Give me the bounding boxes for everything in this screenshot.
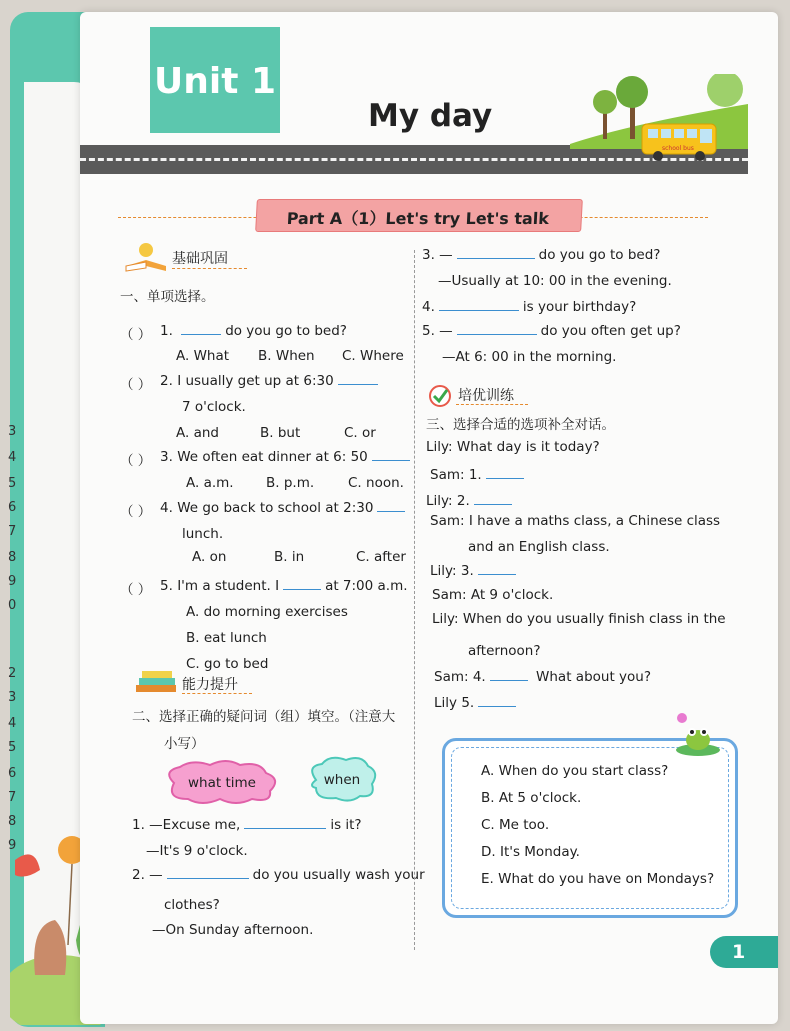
answer-blank[interactable] <box>439 299 519 311</box>
word-cloud-what-time <box>162 759 282 805</box>
answer-blank[interactable] <box>338 373 378 385</box>
option-c: C. noon. <box>348 475 404 491</box>
q2-text: 1. —Excuse me, <box>132 817 241 833</box>
margin-number: 9 <box>8 838 17 853</box>
speaker-name: Lily <box>434 695 458 711</box>
margin-number: 6 <box>8 500 17 515</box>
question-paren: （ ） <box>120 582 152 598</box>
question-text: I'm a student. I <box>177 578 280 594</box>
unit-badge <box>150 27 280 133</box>
q2-answer-3: —Usually at 10: 00 in the evening. <box>438 273 672 289</box>
school-bus-icon <box>640 120 720 162</box>
q2-answer-1: —It's 9 o'clock. <box>146 843 248 859</box>
q1-question-5 <box>160 578 408 594</box>
column-divider <box>414 250 415 950</box>
speaker-name: Sam: <box>434 669 469 685</box>
cloud-when-text: when <box>323 772 361 788</box>
q1-question-2 <box>160 373 382 389</box>
frog-lilypad-icon <box>672 712 722 757</box>
speaker-name: Sam: <box>432 587 467 603</box>
margin-number: 7 <box>8 790 17 805</box>
question-paren: （ ） <box>120 327 152 343</box>
q2-text: do you usually wash your <box>252 867 425 883</box>
question-text: We go back to school at 2:30 <box>177 500 374 516</box>
section-ability-underline <box>182 693 252 694</box>
section-excel-label: 培优训练 <box>458 388 514 404</box>
dialog-text: I have a maths class, a Chinese class <box>468 513 721 529</box>
page-number: 1 <box>732 941 746 963</box>
option-a: A. do morning exercises <box>186 604 348 620</box>
option-a: A. and <box>176 425 219 441</box>
margin-number: 5 <box>8 740 17 755</box>
answer-option-d: D. It's Monday. <box>481 844 580 860</box>
question-text: at 7:00 a.m. <box>325 578 408 594</box>
margin-number: 9 <box>8 574 17 589</box>
option-c: C. Where <box>342 348 404 364</box>
answer-blank[interactable] <box>167 867 249 879</box>
dialog-line-9 <box>434 695 520 711</box>
unit-label: Unit 1 <box>154 61 276 102</box>
answer-blank[interactable] <box>457 247 535 259</box>
question-text: do you go to bed? <box>225 323 347 339</box>
question-paren: （ ） <box>120 377 152 393</box>
speaker-name: Lily: <box>426 493 453 509</box>
speaker-name: Lily: <box>426 439 453 455</box>
question-number: 3. <box>160 449 173 465</box>
q2-answer-5: —At 6: 00 in the morning. <box>442 349 617 365</box>
answer-blank[interactable] <box>244 817 326 829</box>
answer-blank[interactable] <box>486 467 524 479</box>
margin-number: 7 <box>8 524 17 539</box>
dialog-line-4 <box>430 513 720 529</box>
margin-number: 4 <box>8 450 17 465</box>
answer-blank[interactable] <box>377 500 405 512</box>
dialog-text: At 9 o'clock. <box>470 587 554 603</box>
q2-text: 4. <box>422 299 435 315</box>
q1-question-3 <box>160 449 414 465</box>
option-a: A. a.m. <box>186 475 234 491</box>
dialog-text: 2. <box>456 493 470 509</box>
section-excel-underline <box>456 404 528 405</box>
answer-blank[interactable] <box>283 578 321 590</box>
dialog-text: 5. <box>461 695 475 711</box>
bus-sign-text: school bus <box>662 145 694 152</box>
dialog-line-cont: and an English class. <box>468 539 610 555</box>
q2-item-3 <box>422 247 660 263</box>
part-heading-text: Part A（1）Let's try Let's talk <box>286 209 550 228</box>
cloud-what-time-text: what time <box>188 775 256 791</box>
dialog-line-6 <box>432 587 553 603</box>
option-c: C. after <box>356 549 406 565</box>
dialog-text: What day is it today? <box>456 439 600 455</box>
option-b: B. in <box>274 549 305 565</box>
q3-heading: 三、选择合适的选项补全对话。 <box>426 417 615 433</box>
option-a: A. What <box>176 348 230 364</box>
question-number: 4. <box>160 500 173 516</box>
option-c: C. or <box>344 425 376 441</box>
q2-item-4 <box>422 299 636 315</box>
speaker-name: Lily: <box>430 563 457 579</box>
q2-text: do you go to bed? <box>538 247 661 263</box>
section-ability-label: 能力提升 <box>182 677 238 693</box>
answer-blank[interactable] <box>457 323 537 335</box>
margin-number: 4 <box>8 716 17 731</box>
question-number: 2. <box>160 373 173 389</box>
q2-text: 5. — <box>422 323 453 339</box>
q1-question-1 <box>160 323 347 339</box>
answer-blank[interactable] <box>490 669 528 681</box>
question-text: We often eat dinner at 6: 50 <box>177 449 368 465</box>
dialog-line-1 <box>426 439 600 455</box>
section-basic-label: 基础巩固 <box>172 251 228 267</box>
answer-blank[interactable] <box>478 563 516 575</box>
q2-item-1 <box>132 817 362 833</box>
dialog-text: When do you usually finish class in the <box>462 611 726 627</box>
q2-text: is it? <box>330 817 362 833</box>
q2-answer-2: —On Sunday afternoon. <box>152 922 314 938</box>
dialog-line-2 <box>430 467 528 483</box>
option-c: C. go to bed <box>186 656 269 672</box>
dialog-text: What about you? <box>536 669 652 685</box>
page-title: My day <box>368 98 493 134</box>
books-stack-icon <box>134 669 180 695</box>
q2-text: is your birthday? <box>522 299 637 315</box>
dialog-line-7 <box>432 611 726 627</box>
q2-text: do you often get up? <box>540 323 681 339</box>
answer-option-c: C. Me too. <box>481 817 550 833</box>
dialog-text: 4. <box>472 669 486 685</box>
margin-number: 2 <box>8 666 17 681</box>
dialog-text: 3. <box>460 563 474 579</box>
margin-number: 0 <box>8 598 17 613</box>
q2-item-2-cont: clothes? <box>164 897 220 913</box>
q2-item-2 <box>132 867 425 883</box>
speaker-name: Lily: <box>432 611 459 627</box>
option-b: B. but <box>260 425 301 441</box>
speaker-name: Sam: <box>430 467 465 483</box>
question-paren: （ ） <box>120 504 152 520</box>
checkmark-badge-icon <box>428 384 454 408</box>
margin-number: 3 <box>8 690 17 705</box>
q2-heading-cont: 小写） <box>164 736 205 752</box>
option-b: B. When <box>258 348 315 364</box>
q2-text: 2. — <box>132 867 163 883</box>
answer-blank[interactable] <box>181 323 221 335</box>
question-continuation: lunch. <box>182 526 224 542</box>
answer-blank[interactable] <box>474 493 512 505</box>
margin-number: 5 <box>8 476 17 491</box>
answer-option-e: E. What do you have on Mondays? <box>481 871 715 887</box>
speaker-name: Sam: <box>430 513 465 529</box>
options-box <box>442 738 738 918</box>
word-cloud-when <box>306 756 378 804</box>
question-paren: （ ） <box>120 453 152 469</box>
margin-number: 8 <box>8 814 17 829</box>
section-basic-underline <box>172 268 247 269</box>
dialog-line-cont: afternoon? <box>468 643 541 659</box>
answer-blank[interactable] <box>372 449 410 461</box>
q2-text: 3. — <box>422 247 453 263</box>
page-number-tab <box>710 936 778 968</box>
dialog-line-8 <box>434 669 651 685</box>
question-number: 5. <box>160 578 173 594</box>
question-text: I usually get up at 6:30 <box>177 373 334 389</box>
workbook-page <box>80 12 778 1024</box>
answer-option-a: A. When do you start class? <box>481 763 669 779</box>
q2-heading: 二、选择正确的疑问词（组）填空。（注意大 <box>132 709 396 725</box>
question-continuation: 7 o'clock. <box>182 399 246 415</box>
answer-blank[interactable] <box>478 695 516 707</box>
margin-number: 3 <box>8 424 17 439</box>
part-heading-banner <box>255 199 583 232</box>
q1-heading: 一、单项选择。 <box>120 289 215 305</box>
answer-option-b: B. At 5 o'clock. <box>481 790 582 806</box>
book-lightbulb-icon <box>122 240 168 274</box>
dialog-text: 1. <box>468 467 482 483</box>
option-b: B. eat lunch <box>186 630 267 646</box>
option-a: A. on <box>192 549 227 565</box>
q1-question-4 <box>160 500 409 516</box>
margin-number: 6 <box>8 766 17 781</box>
option-b: B. p.m. <box>266 475 315 491</box>
question-number: 1. <box>160 323 173 339</box>
dialog-line-3 <box>426 493 516 509</box>
dialog-line-5 <box>430 563 520 579</box>
margin-number: 8 <box>8 550 17 565</box>
q2-item-5 <box>422 323 681 339</box>
